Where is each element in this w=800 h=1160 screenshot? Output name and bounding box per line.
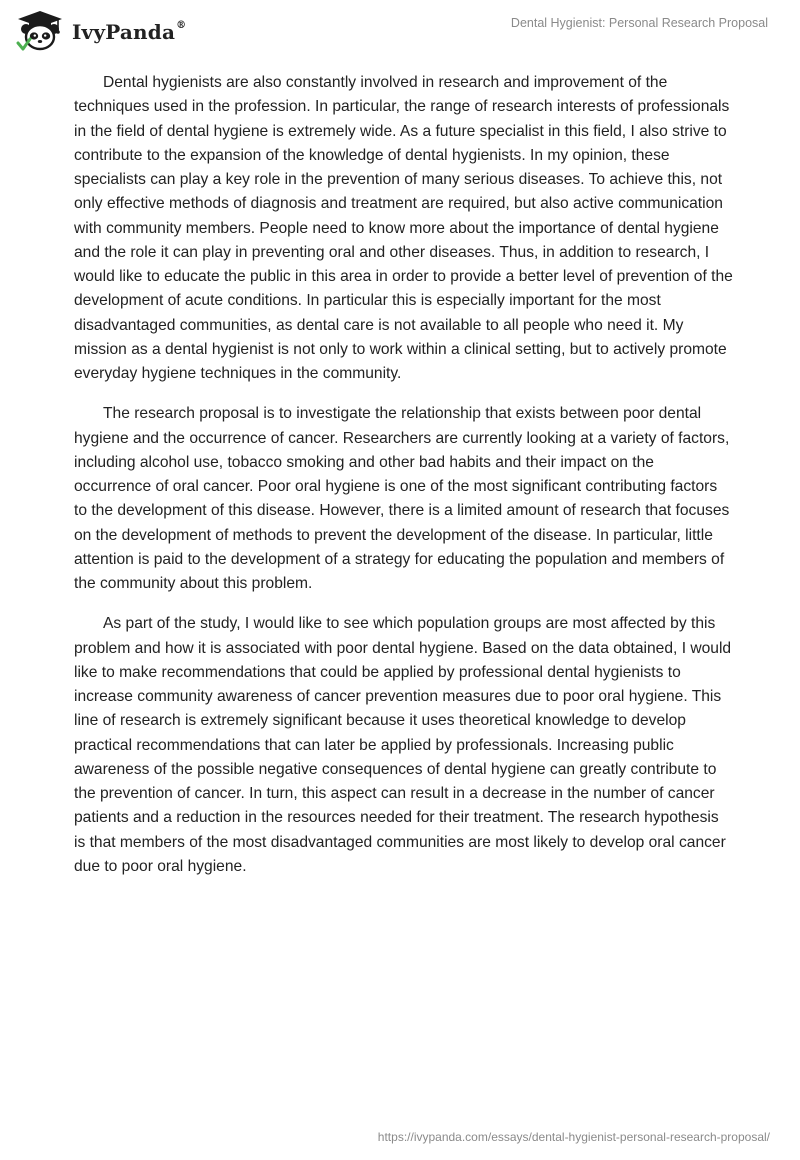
brand-name: [72, 20, 186, 44]
document-title: Dental Hygienist: Personal Research Proposal: [510, 16, 768, 30]
brand-name-text: IvyPanda: [72, 20, 176, 44]
registered-mark: ®: [176, 20, 187, 32]
panda-graduate-icon: [14, 9, 66, 53]
paragraph: The research proposal is to investigate the relationship that exists between poor dental hygiene and the occurrence of cancer. Researchers are currently looking at a variety of factors, including alcohol use, tobacco smoking and other bad habits and their impact on the occurrence of oral cancer. Poor oral hygiene is one of the most significant contributing factors to the development of this disease. However, there is a limited amount of research that focuses on the development of methods to prevent the development of the disease. In particular, little attention is paid to the development of a strategy for educating the population and members of the community about this problem.: [74, 405, 730, 592]
paragraph: As part of the study, I would like to see which population groups are most affected by this problem and how it is associated with poor dental hygiene. Based on the data obtained, I would like to make recommendations that could be applied by professional dental hygienists to increase community awareness of cancer prevention measures due to poor oral hygiene. This line of research is extremely significant because it uses theoretical knowledge to develop practical recommendations that can later be applied by professionals. Increasing public awareness of the possible negative consequences of dental hygiene can greatly contribute to the prevention of cancer. In turn, this aspect can result in a decrease in the number of cancer patients and a reduction in the resources needed for their treatment. The research hypothesis is that members of the most disadvantaged communities are most likely to develop oral cancer due to poor oral hygiene.: [74, 615, 732, 875]
source-url-link[interactable]: https://ivypanda.com/essays/dental-hygienist-personal-research-proposal/: [377, 1130, 770, 1144]
ivypanda-logo[interactable]: [14, 9, 186, 53]
essay-body: [74, 71, 734, 895]
page-header: [0, 0, 800, 64]
paragraph: Dental hygienists are also constantly involved in research and improvement of the techniques used in the profession. In particular, the range of research interests of professionals in the field of dental hygiene is extremely wide. As a future specialist in this field, I also strive to contribute to the expansion of the knowledge of dental hygienists. In my opinion, these specialists can play a key role in the prevention of many serious diseases. To achieve this, not only effective methods of diagnosis and treatment are required, but also active communication with community members. People need to know more about the importance of dental hygiene and the role it can play in preventing oral and other diseases. Thus, in addition to research, I would like to educate the public in this area in order to provide a better level of prevention of the development of acute conditions. In particular this is especially important for the most disadvantaged communities, as dental care is not available to all people who need it. My mission as a dental hygienist is not only to work within a clinical setting, but to actively promote everyday hygiene techniques in the community.: [74, 74, 733, 382]
